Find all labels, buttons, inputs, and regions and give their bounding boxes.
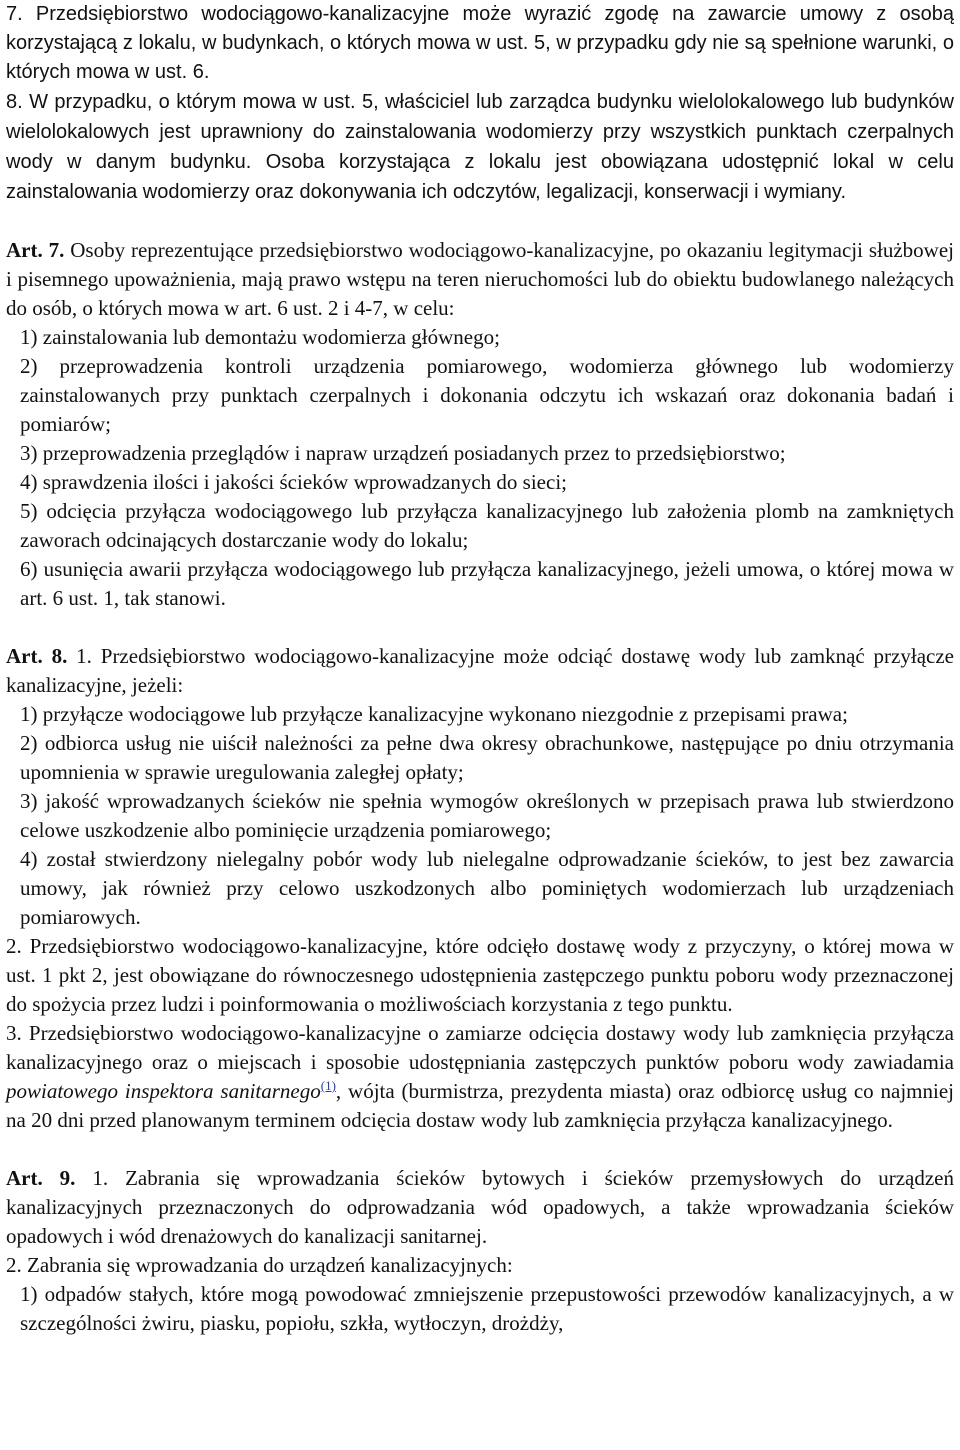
- paragraph-8-body: właściciel lub zarządca budynku wielolokalowego lub budynków wielolokalowych jest uprawniony do zainstalowania wodomierzy przy wszystkich punktach czerpalnych wody w danym budynku.: [6, 91, 954, 173]
- paragraph-7: 7. Przedsiębiorstwo wodociągowo-kanalizacyjne może wyrazić zgodę na zawarcie umowy z osobą korzystającą z lokalu, w budynkach, o których mowa w ust. 5, w przypadku gdy nie są spełnione warunki, o których mowa w ust. 6.: [6, 3, 954, 83]
- article-7-item: 1) zainstalowania lub demontażu wodomierza głównego;: [20, 325, 500, 349]
- footnote-ref-link[interactable]: (1): [320, 1078, 336, 1093]
- article-8-item: 2) odbiorca usług nie uiścił należności za pełne dwa okresy obrachunkowe, następujące po dniu otrzymania upomnienia w sprawie uregulowania zaległej opłaty;: [20, 731, 954, 784]
- paragraph-8-obligation: Osoba korzystająca z lokalu jest obowiązana udostępnić lokal w celu zainstalowania wodomierzy oraz dokonywania ich odczytów, legalizacji, konserwacji i wymiany.: [6, 151, 954, 203]
- article-9-intro: [6, 1164, 954, 1251]
- article-8-p3-start: 3. Przedsiębiorstwo wodociągowo-kanalizacyjne o zamiarze odcięcia dostawy wody lub zamknięcia przyłącza kanalizacyjnego oraz o miejscach i sposobie udostępniania zastępczych punktów poboru wody zawiadamia: [6, 1021, 954, 1074]
- article-7-label: Art. 7.: [6, 238, 65, 262]
- article-8-paragraph-3: [6, 1019, 954, 1135]
- article-7-intro: [6, 236, 954, 323]
- article-9-label: Art. 9.: [6, 1166, 76, 1190]
- article-8-paragraph-2: 2. Przedsiębiorstwo wodociągowo-kanalizacyjne, które odcięło dostawę wody z przyczyny, o której mowa w ust. 1 pkt 2, jest obowiązane do równoczesnego udostępnienia zastępczego punktu poboru wody przeznaczonej do spożycia przez ludzi i poinformowania o możliwościach korzystania z tego punktu.: [6, 934, 954, 1016]
- article-8-intro: [6, 642, 954, 700]
- article-7-item: 6) usunięcia awarii przyłącza wodociągowego lub przyłącza kanalizacyjnego, jeżeli umowa, o której mowa w art. 6 ust. 1, tak stanowi.: [20, 557, 954, 610]
- article-7-text: Osoby reprezentujące przedsiębiorstwo wodociągowo-kanalizacyjne, po okazaniu legitymacji służbowej i pisemnego upoważnienia, mają prawo wstępu na teren nieruchomości lub do obiektu budowlanego należących do osób, o których mowa w art. 6 ust. 2 i 4-7, w celu:: [6, 238, 954, 320]
- article-8-item: 1) przyłącze wodociągowe lub przyłącze kanalizacyjne wykonano niezgodnie z przepisami prawa;: [20, 702, 848, 726]
- spacer: [6, 1135, 954, 1164]
- article-8-text: 1. Przedsiębiorstwo wodociągowo-kanalizacyjne może odciąć dostawę wody lub zamknąć przyłącze kanalizacyjne, jeżeli:: [6, 644, 954, 697]
- paragraph-8-intro: 8. W przypadku, o którym mowa w ust. 5,: [6, 91, 379, 113]
- article-7-item: 3) przeprowadzenia przeglądów i napraw urządzeń posiadanych przez to przedsiębiorstwo;: [20, 441, 786, 465]
- article-8-item: 4) został stwierdzony nielegalny pobór wody lub nielegalne odprowadzanie ścieków, to jest bez zawarcia umowy, jak również przy celowo uszkodzonych albo pominiętych wodomierzach lub urządzeniach pomiarowych.: [20, 847, 954, 929]
- article-8-p3-italic: powiatowego inspektora sanitarnego: [6, 1079, 321, 1103]
- spacer: [6, 207, 954, 236]
- spacer: [6, 613, 954, 642]
- paragraph-8: [6, 87, 954, 207]
- article-9-paragraph-2: 2. Zabrania się wprowadzania do urządzeń kanalizacyjnych:: [6, 1253, 513, 1277]
- article-8-p3-end: , wójta (burmistrza, prezydenta miasta) oraz odbiorcę usług co najmniej na 20 dni przed planowanym terminem odcięcia dostaw wody lub zamknięcia przyłącza kanalizacyjnego.: [6, 1079, 954, 1132]
- article-8-item: 3) jakość wprowadzanych ścieków nie spełnia wymogów określonych w przepisach prawa lub stwierdzono celowe uszkodzenie albo pominięcie urządzenia pomiarowego;: [20, 789, 954, 842]
- article-7-item: 2) przeprowadzenia kontroli urządzenia pomiarowego, wodomierza głównego lub wodomierzy zainstalowanych przy punktach czerpalnych i dokonania odczytu ich wskazań oraz dokonania badań i pomiarów;: [20, 354, 954, 436]
- article-8-label: Art. 8.: [6, 644, 68, 668]
- article-7-item: 4) sprawdzenia ilości i jakości ścieków wprowadzanych do sieci;: [20, 470, 567, 494]
- article-9-text: 1. Zabrania się wprowadzania ścieków bytowych i ścieków przemysłowych do urządzeń kanalizacyjnych przeznaczonych do odprowadzania wód opadowych, a także wprowadzania ścieków opadowych i wód drenażowych do kanalizacji sanitarnej.: [6, 1166, 954, 1248]
- article-9-item: 1) odpadów stałych, które mogą powodować zmniejszenie przepustowości przewodów kanalizacyjnych, a w szczególności żwiru, piasku, popiołu, szkła, wytłoczyn, drożdży,: [20, 1282, 954, 1335]
- article-7-item: 5) odcięcia przyłącza wodociągowego lub przyłącza kanalizacyjnego lub założenia plomb na zamkniętych zaworach odcinających dostarczanie wody do lokalu;: [20, 499, 954, 552]
